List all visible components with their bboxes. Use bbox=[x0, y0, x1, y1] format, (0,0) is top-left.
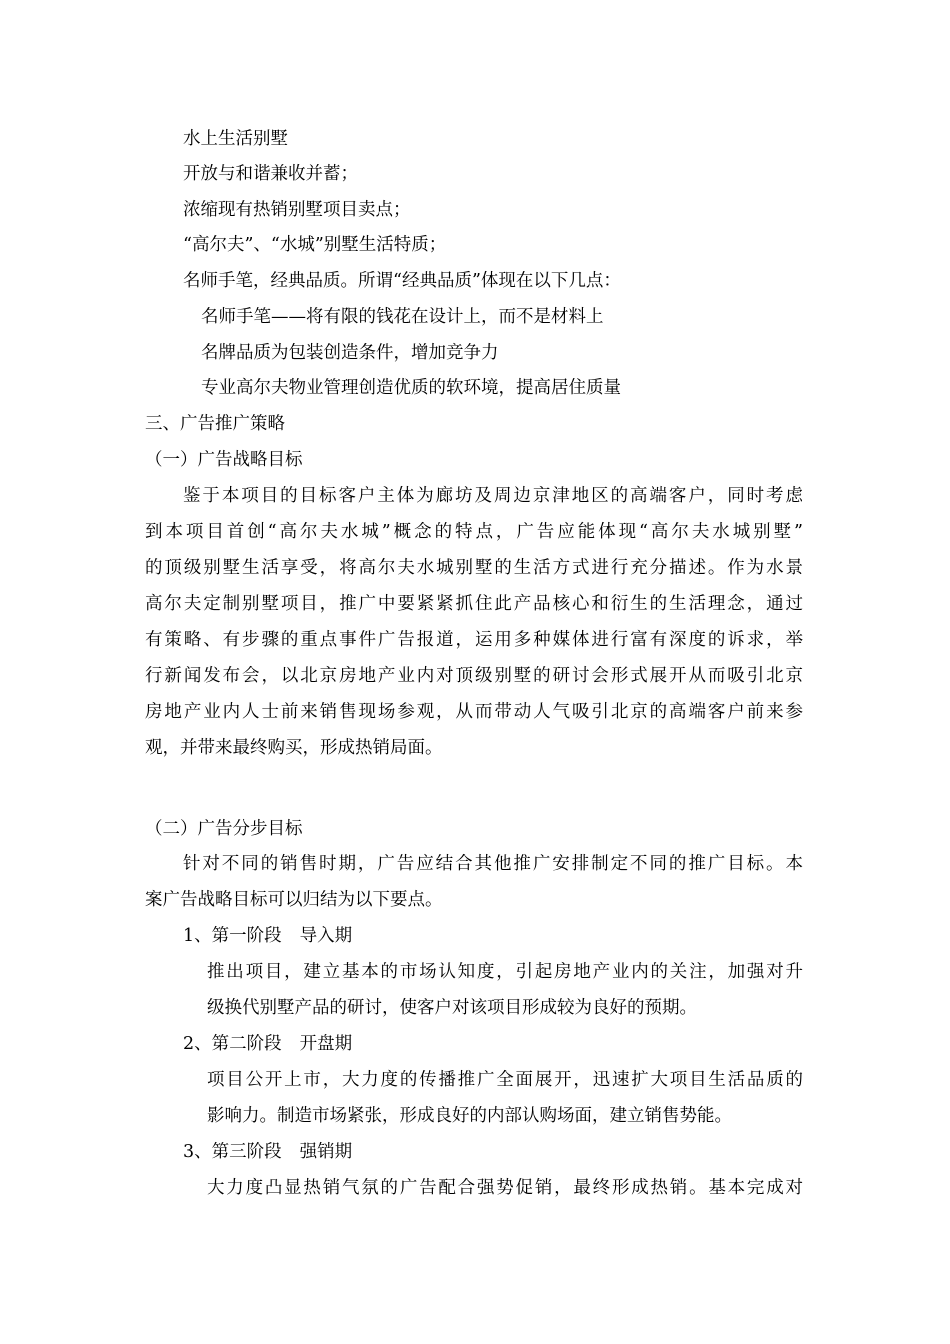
quality-point: 名师手笔——将有限的钱花在设计上，而不是材料上 bbox=[201, 307, 604, 327]
stage-name: 第一阶段 bbox=[211, 926, 282, 946]
stage-phase: 强销期 bbox=[299, 1142, 353, 1162]
paragraph-line: 房地产业内人士前来销售现场参观，从而带动人气吸引北京的高端客户前来参 bbox=[145, 702, 803, 722]
stage-number: 1、 bbox=[183, 926, 212, 946]
stage-name: 第二阶段 bbox=[211, 1034, 282, 1054]
paragraph-line: 的顶级别墅生活享受，将高尔夫水城别墅的生活方式进行充分描述。作为水景 bbox=[145, 558, 803, 578]
paragraph-line: 鉴于本项目的目标客户主体为廊坊及周边京津地区的高端客户，同时考虑 bbox=[183, 486, 803, 506]
paragraph-line: 针对不同的销售时期，广告应结合其他推广安排制定不同的推广目标。本 bbox=[183, 854, 803, 874]
paragraph-line: 观，并带来最终购买，形成热销局面。 bbox=[145, 738, 443, 758]
stage-heading bbox=[183, 924, 352, 948]
subsection-heading: （一）广告战略目标 bbox=[145, 450, 303, 470]
stage-heading bbox=[183, 1140, 352, 1164]
stage-heading bbox=[183, 1032, 352, 1056]
paragraph-line: 到本项目首创“高尔夫水城”概念的特点，广告应能体现“高尔夫水城别墅” bbox=[145, 522, 803, 542]
stage-name: 第三阶段 bbox=[211, 1142, 282, 1162]
paragraph-line: 高尔夫定制别墅项目，推广中要紧紧抓住此产品核心和衍生的生活理念，通过 bbox=[145, 594, 803, 614]
stage-number: 3、 bbox=[183, 1142, 212, 1162]
stage-phase: 开盘期 bbox=[299, 1034, 353, 1054]
feature-line: 开放与和谐兼收并蓄； bbox=[183, 164, 358, 184]
stage-description-line: 推出项目，建立基本的市场认知度，引起房地产业内的关注，加强对升 bbox=[207, 962, 803, 982]
stage-description-line: 影响力。制造市场紧张，形成良好的内部认购场面，建立销售势能。 bbox=[207, 1106, 732, 1126]
feature-line: 浓缩现有热销别墅项目卖点； bbox=[183, 200, 411, 220]
stage-description-line: 级换代别墅产品的研讨，使客户对该项目形成较为良好的预期。 bbox=[207, 998, 697, 1018]
paragraph-line: 案广告战略目标可以归结为以下要点。 bbox=[145, 890, 443, 910]
section-heading: 三、广告推广策略 bbox=[145, 414, 285, 434]
stage-description-line: 项目公开上市，大力度的传播推广全面展开，迅速扩大项目生活品质的 bbox=[207, 1070, 803, 1090]
subsection-heading: （二）广告分步目标 bbox=[145, 819, 303, 839]
stage-phase: 导入期 bbox=[299, 926, 353, 946]
paragraph-line: 有策略、有步骤的重点事件广告报道，运用多种媒体进行富有深度的诉求，举 bbox=[145, 630, 803, 650]
paragraph-line: 行新闻发布会，以北京房地产业内对顶级别墅的研讨会形式展开从而吸引北京 bbox=[145, 666, 803, 686]
feature-line: 名师手笔，经典品质。所谓“经典品质”体现在以下几点： bbox=[183, 271, 621, 291]
stage-number: 2、 bbox=[183, 1034, 212, 1054]
feature-line: “高尔夫”、“水城”别墅生活特质； bbox=[183, 235, 447, 255]
stage-description-line: 大力度凸显热销气氛的广告配合强势促销，最终形成热销。基本完成对 bbox=[207, 1178, 803, 1198]
quality-point: 专业高尔夫物业管理创造优质的软环境，提高居住质量 bbox=[201, 378, 621, 398]
quality-point: 名牌品质为包装创造条件，增加竞争力 bbox=[201, 343, 499, 363]
feature-line: 水上生活别墅 bbox=[183, 129, 288, 149]
